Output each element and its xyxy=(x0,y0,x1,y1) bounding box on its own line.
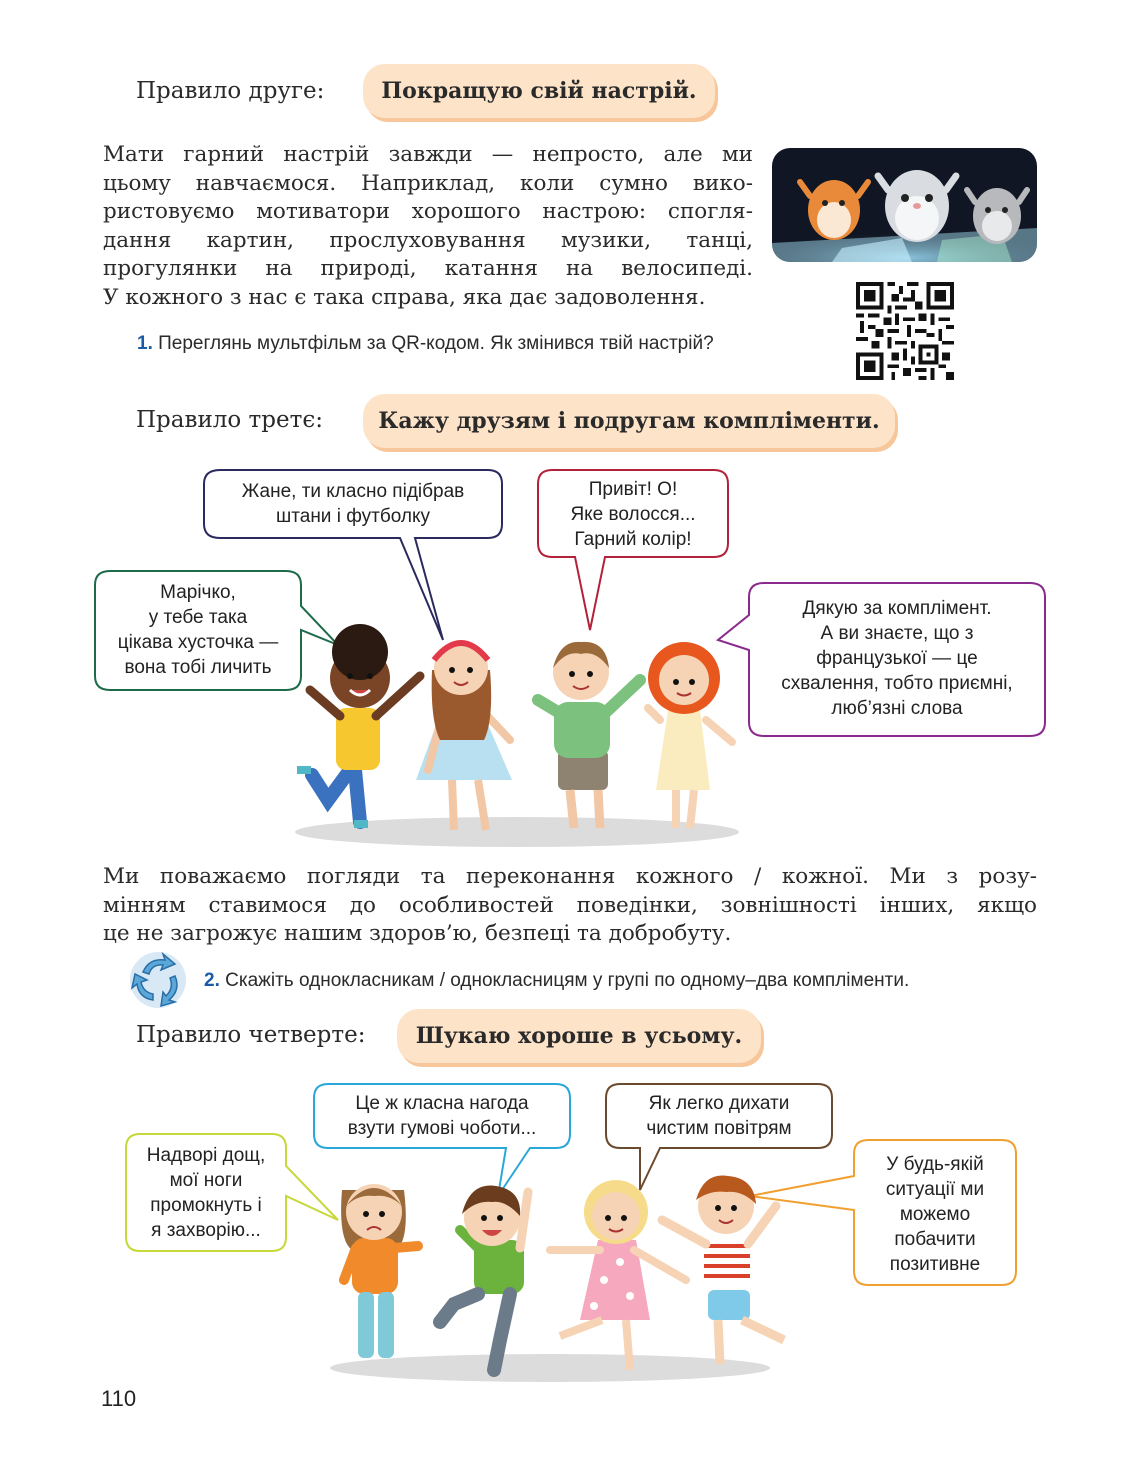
kid-girl-orange-sweater xyxy=(341,1184,418,1358)
kid-boy-green-shirt xyxy=(538,642,640,828)
task-1 xyxy=(137,333,714,355)
kid-boy-striped-shirt xyxy=(662,1176,784,1365)
task-2 xyxy=(204,970,909,992)
task-text: Скажіть однокласникам / однокласницям у групі по одному–два компліменти. xyxy=(225,970,910,991)
bubble-line: французької — це xyxy=(816,648,978,669)
paragraph-mood xyxy=(103,141,753,312)
paragraph-line: У кожного з нас є така справа, яка дає задоволення. xyxy=(103,284,706,310)
bubble-line: побачити xyxy=(894,1229,976,1250)
kid-boy-green-shirt-jumping xyxy=(440,1186,528,1370)
bubble-line: Як легко дихати xyxy=(648,1093,790,1114)
page-number: 110 xyxy=(101,1386,137,1411)
bubble-line: цікава хусточка — xyxy=(117,632,279,653)
bubble-line: Жане, ти класно підібрав xyxy=(241,481,465,502)
bubble-line: люб’язні слова xyxy=(831,698,963,719)
bubble-line: мої ноги xyxy=(169,1170,243,1191)
kid-girl-blue-dress xyxy=(416,641,512,830)
task-number: 1. xyxy=(137,333,153,354)
speech-bubble-3 xyxy=(97,580,299,680)
task-number: 2. xyxy=(204,970,220,991)
bubble-line: ситуації ми xyxy=(885,1179,985,1200)
bubble-line: взути гумові чоботи... xyxy=(347,1118,537,1139)
bubble-line: Привіт! О! xyxy=(588,479,678,500)
paragraph-line: цьому навчаємося. Наприклад, коли сумно вико- xyxy=(103,170,753,196)
cartoon-hamsters-image xyxy=(772,148,1037,262)
rule4-label: Правило четверте: xyxy=(136,1022,366,1048)
bubble-line: Марічко, xyxy=(160,582,236,603)
speech-bubble-7 xyxy=(608,1091,830,1141)
bubble-line: можемо xyxy=(899,1204,971,1225)
qr-code[interactable] xyxy=(856,282,954,380)
kid-girl-pink-dress xyxy=(550,1180,686,1370)
paragraph-line: Ми поважаємо погляди та переконання кожного / кожної. Ми з розу- xyxy=(103,864,1037,889)
speech-bubble-2 xyxy=(540,477,726,552)
bubble-line: Дякую за комплімент. xyxy=(802,598,992,619)
rule3-title: Кажу друзям і подругам компліменти. xyxy=(363,394,895,448)
bubble-line: Надворі дощ, xyxy=(146,1145,266,1166)
bubble-line: чистим повітрям xyxy=(646,1118,792,1139)
kid-boy-yellow-shirt xyxy=(297,624,420,828)
paragraph-line: прогулянки на природі, катання на велосипеді. xyxy=(103,256,753,281)
bubble-line: промокнуть і xyxy=(150,1195,262,1216)
bubble-line: вона тобі личить xyxy=(124,657,272,678)
group-work-icon xyxy=(127,950,189,1010)
bubble-line: схвалення, тобто приємні, xyxy=(781,673,1013,694)
bubble-line: я захворію... xyxy=(151,1220,261,1241)
speech-bubble-6 xyxy=(316,1091,568,1141)
bubble-line: Яке волосся... xyxy=(570,504,696,525)
speech-bubble-5 xyxy=(128,1143,284,1243)
rule2-label: Правило друге: xyxy=(136,78,325,104)
paragraph-respect xyxy=(103,863,1037,949)
paragraph-line: дання картин, прослуховування музики, танці, xyxy=(103,227,753,253)
bubble-line: у тебе така xyxy=(148,607,248,628)
kid-girl-red-hair xyxy=(648,642,732,828)
paragraph-line: Мати гарний настрій завжди — непросто, але ми xyxy=(103,142,753,167)
rule2-title: Покращую свій настрій. xyxy=(363,64,715,118)
task-text: Переглянь мультфільм за QR-кодом. Як змінився твій настрій? xyxy=(158,333,714,354)
speech-bubble-8 xyxy=(856,1152,1014,1277)
bubble-line: А ви знаєте, що з xyxy=(820,623,974,644)
bubble-line: У будь-якій xyxy=(886,1154,984,1175)
bubble-line: позитивне xyxy=(889,1254,981,1275)
bubble-line: Гарний колір! xyxy=(574,529,692,550)
bubble-line: штани і футболку xyxy=(276,506,430,527)
rule3-label: Правило третє: xyxy=(136,407,323,433)
paragraph-line: це не загрожує нашим здоров’ю, безпеці та добробуту. xyxy=(103,921,732,946)
bubble-line: Це ж класна нагода xyxy=(355,1093,529,1114)
speech-bubble-1 xyxy=(206,479,500,529)
speech-bubble-4 xyxy=(751,596,1043,721)
paragraph-line: мінням ставимося до особливостей поведінки, зовнішності інших, якщо xyxy=(103,892,1037,918)
paragraph-line: ристовуємо мотиватори хорошого настрою: спогля- xyxy=(103,199,753,224)
rule4-title: Шукаю хороше в усьому. xyxy=(397,1009,761,1063)
